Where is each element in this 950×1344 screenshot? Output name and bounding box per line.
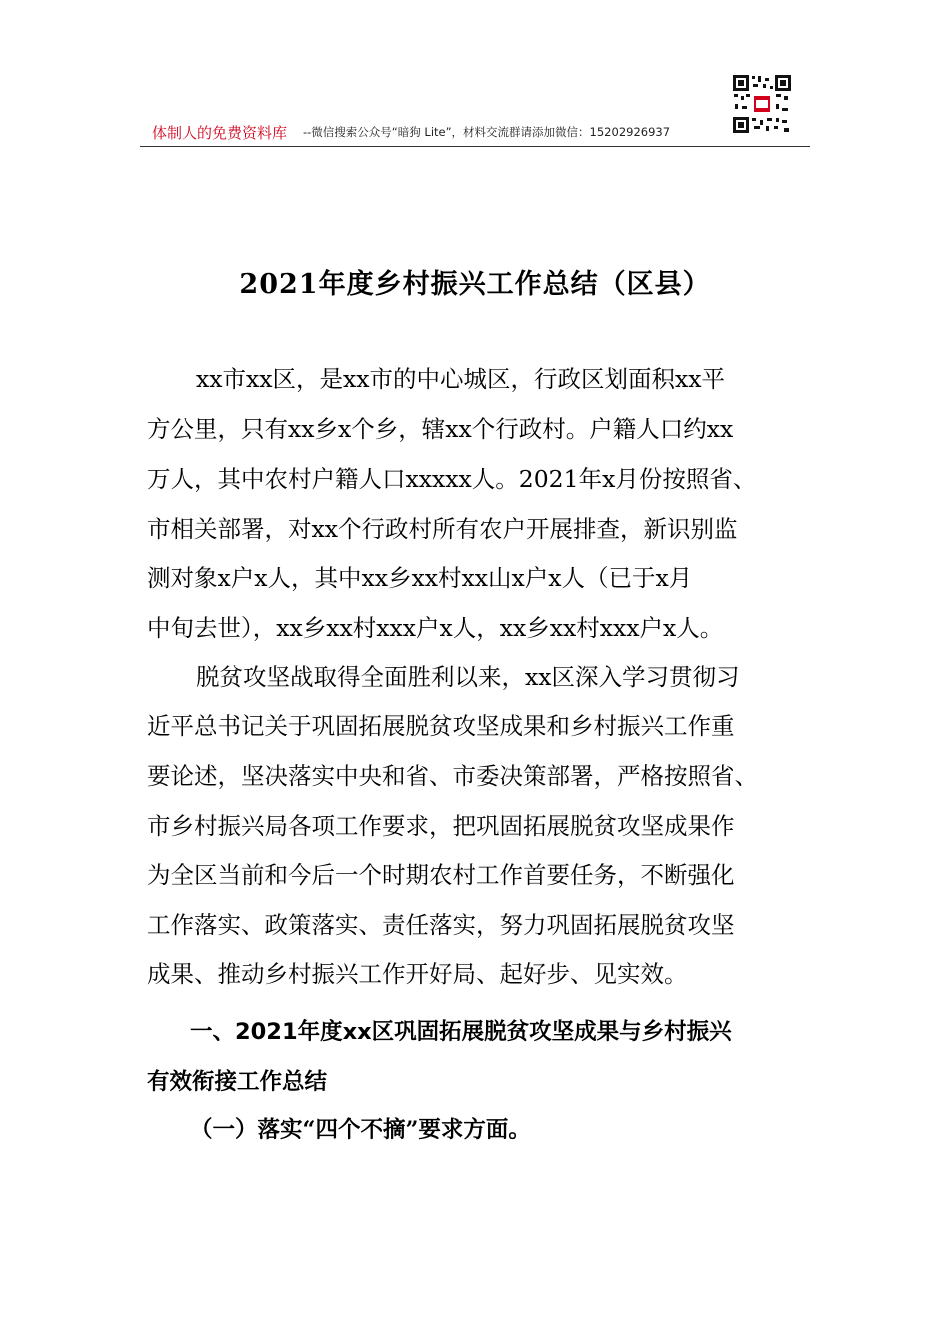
page-header [140,118,810,147]
section-heading-continued: 有效衔接工作总结 [147,1069,328,1095]
paragraph-line: xx市xx区，是xx市的中心城区，行政区划面积xx平 [196,365,726,393]
paragraph-line: 中旬去世），xx乡xx村xxx户x人，xx乡xx村xxx户x人。 [147,614,724,642]
qr-code-icon [732,74,792,134]
paragraph-line: 万人，其中农村户籍人口xxxxx人。2021年x月份按照省、 [147,465,757,493]
header-brand: 体制人的免费资料库 [152,124,288,142]
paragraph-line: 近平总书记关于巩固拓展脱贫攻坚成果和乡村振兴工作重 [147,712,735,740]
paragraph-line: 市乡村振兴局各项工作要求，把巩固拓展脱贫攻坚成果作 [147,812,735,840]
header-note: --微信搜索公众号“暗狗 Lite”，材料交流群请添加微信：15202926937 [303,125,671,139]
paragraph-line: 测对象x户x人，其中xx乡xx村xx山x户x人（已于x月 [147,564,693,592]
subsection-heading: （一）落实“四个不摘”要求方面。 [190,1117,531,1143]
paragraph-line: 成果、推动乡村振兴工作开好局、起好步、见实效。 [147,960,688,988]
paragraph-line: 为全区当前和今后一个时期农村工作首要任务，不断强化 [147,861,735,889]
paragraph-line: 脱贫攻坚战取得全面胜利以来，xx区深入学习贯彻习 [196,663,740,691]
section-heading: 一、2021年度xx区巩固拓展脱贫攻坚成果与乡村振兴 [190,1019,732,1045]
paragraph-line: 要论述，坚决落实中央和省、市委决策部署，严格按照省、 [147,762,758,790]
paragraph-line: 方公里，只有xx乡x个乡，辖xx个行政村。户籍人口约xx [147,415,734,443]
paragraph-line: 工作落实、政策落实、责任落实，努力巩固拓展脱贫攻坚 [147,911,735,939]
document-title: 2021年度乡村振兴工作总结（区县） [239,269,711,300]
paragraph-line: 市相关部署，对xx个行政村所有农户开展排查，新识别监 [147,515,738,543]
